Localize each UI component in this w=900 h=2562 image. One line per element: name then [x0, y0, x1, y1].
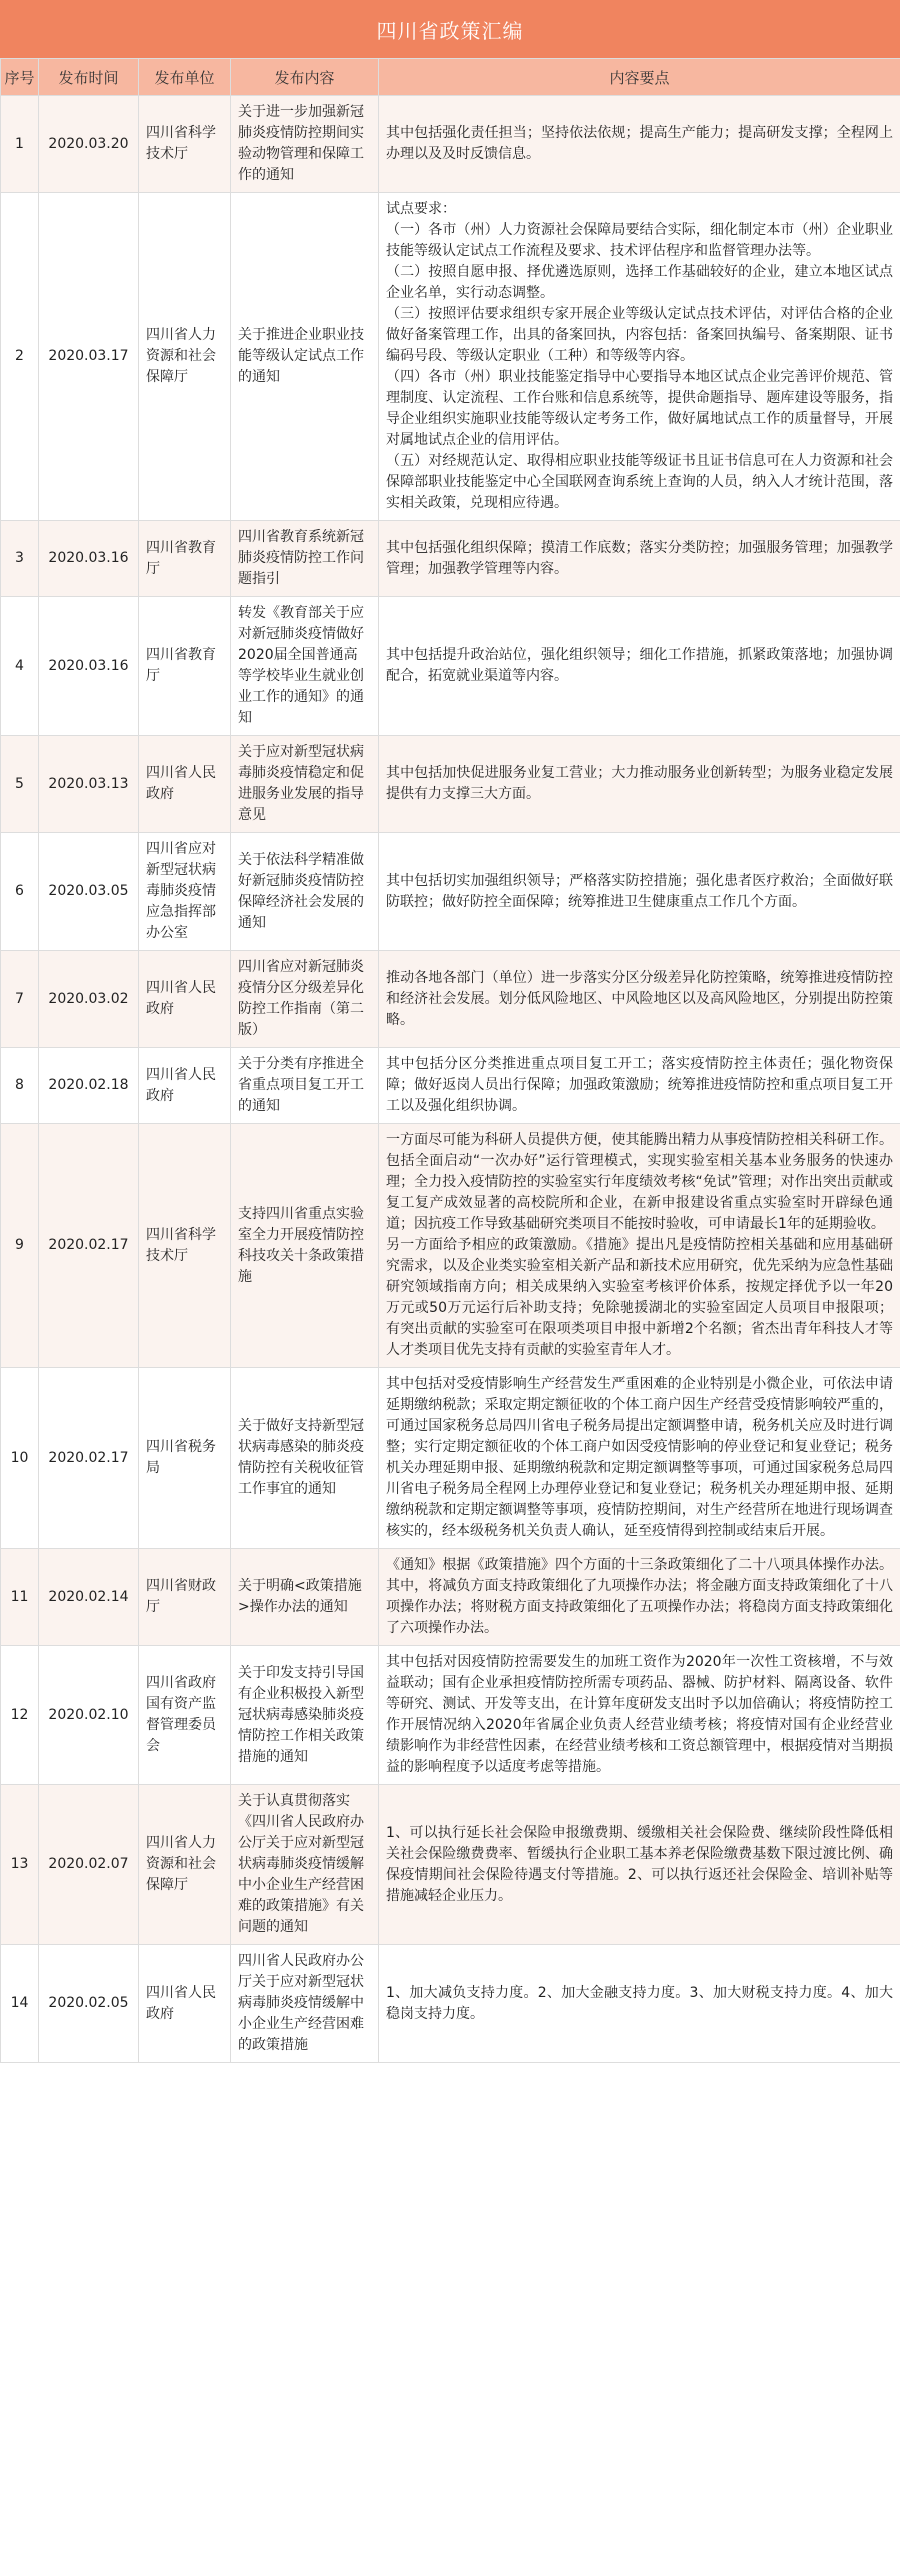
row-title: 关于认真贯彻落实《四川省人民政府办公厅关于应对新型冠状病毒肺炎疫情缓解中小企业生产经营困难的政策措施》有关问题的通知 [231, 1785, 379, 1945]
row-date: 2020.02.14 [39, 1549, 139, 1646]
row-title: 转发《教育部关于应对新冠肺炎疫情做好2020届全国普通高等学校毕业生就业创业工作的通知》的通知 [231, 597, 379, 736]
row-date: 2020.02.17 [39, 1368, 139, 1549]
row-number: 10 [1, 1368, 39, 1549]
row-date: 2020.02.05 [39, 1945, 139, 2063]
row-dept: 四川省人力资源和社会保障厅 [139, 193, 231, 521]
row-number: 13 [1, 1785, 39, 1945]
row-title: 支持四川省重点实验室全力开展疫情防控科技攻关十条政策措施 [231, 1124, 379, 1368]
row-title: 四川省应对新冠肺炎疫情分区分级差异化防控工作指南（第二版） [231, 951, 379, 1048]
table-row [1, 1368, 900, 1549]
table-row [1, 1048, 900, 1124]
row-dept: 四川省人民政府 [139, 1945, 231, 2063]
page-title: 四川省政策汇编 [0, 0, 900, 58]
row-title: 关于分类有序推进全省重点项目复工开工的通知 [231, 1048, 379, 1124]
table-row [1, 521, 900, 597]
row-content: 一方面尽可能为科研人员提供方便，使其能腾出精力从事疫情防控相关科研工作。包括全面启动“一次办好”运行管理模式，实现实验室相关基本业务服务的快速办理；全力投入疫情防控的实验室实行年度绩效考核“免试”管理；对作出突出贡献或复工复产成效显著的高校院所和企业，在新申报建设省重点实验室时开辟绿色通道；因抗疫工作导致基础研究类项目不能按时验收，可申请最长1年的延期验收。 另一方面给予相应的政策激励。《措施》提出凡是疫情防控相关基础和应用基础研究需求，以及企业类实验室相关新产品和新技术应用研究，优先采纳为应急性基础研究领域指南方向；相关成果纳入实验室考核评价体系，按规定择优予以一年20万元或50万元运行后补助支持；免除驰援湖北的实验室固定人员项目申报限项；有突出贡献的实验室可在限项类项目申报中新增2个名额；省杰出青年科技人才等人才类项目优先支持有贡献的实验室青年人才。 [379, 1124, 900, 1368]
row-title: 关于进一步加强新冠肺炎疫情防控期间实验动物管理和保障工作的通知 [231, 96, 379, 193]
row-title: 关于应对新型冠状病毒肺炎疫情稳定和促进服务业发展的指导意见 [231, 736, 379, 833]
row-dept: 四川省人民政府 [139, 951, 231, 1048]
row-date: 2020.03.16 [39, 521, 139, 597]
row-content: 其中包括切实加强组织领导；严格落实防控措施；强化患者医疗救治；全面做好联防联控；做好防控全面保障；统筹推进卫生健康重点工作几个方面。 [379, 833, 900, 951]
table-row [1, 1124, 900, 1368]
table-row [1, 736, 900, 833]
row-title: 关于推进企业职业技能等级认定试点工作的通知 [231, 193, 379, 521]
row-date: 2020.02.10 [39, 1646, 139, 1785]
row-number: 6 [1, 833, 39, 951]
row-number: 12 [1, 1646, 39, 1785]
row-number: 11 [1, 1549, 39, 1646]
row-date: 2020.02.18 [39, 1048, 139, 1124]
row-number: 7 [1, 951, 39, 1048]
row-dept: 四川省人民政府 [139, 736, 231, 833]
row-number: 1 [1, 96, 39, 193]
header-content: 内容要点 [379, 59, 900, 96]
row-number: 2 [1, 193, 39, 521]
table-row [1, 1549, 900, 1646]
header-name: 发布内容 [231, 59, 379, 96]
row-number: 4 [1, 597, 39, 736]
row-dept: 四川省科学技术厅 [139, 96, 231, 193]
header-date: 发布时间 [39, 59, 139, 96]
table-row [1, 96, 900, 193]
row-dept: 四川省政府国有资产监督管理委员会 [139, 1646, 231, 1785]
row-date: 2020.03.05 [39, 833, 139, 951]
table-row [1, 1785, 900, 1945]
row-content: 其中包括分区分类推进重点项目复工开工；落实疫情防控主体责任；强化物资保障；做好返岗人员出行保障；加强政策激励；统筹推进疫情防控和重点项目复工开工以及强化组织协调。 [379, 1048, 900, 1124]
row-number: 8 [1, 1048, 39, 1124]
table-row [1, 193, 900, 521]
table-row [1, 833, 900, 951]
row-content: 其中包括强化责任担当；坚持依法依规；提高生产能力；提高研发支撑；全程网上办理以及及时反馈信息。 [379, 96, 900, 193]
row-content: 其中包括提升政治站位，强化组织领导；细化工作措施，抓紧政策落地；加强协调配合，拓宽就业渠道等内容。 [379, 597, 900, 736]
row-dept: 四川省财政厅 [139, 1549, 231, 1646]
row-number: 9 [1, 1124, 39, 1368]
row-date: 2020.03.17 [39, 193, 139, 521]
row-title: 关于印发支持引导国有企业积极投入新型冠状病毒感染肺炎疫情防控工作相关政策措施的通知 [231, 1646, 379, 1785]
table-row [1, 597, 900, 736]
row-number: 14 [1, 1945, 39, 2063]
row-date: 2020.03.16 [39, 597, 139, 736]
row-dept: 四川省应对新型冠状病毒肺炎疫情应急指挥部办公室 [139, 833, 231, 951]
row-number: 3 [1, 521, 39, 597]
row-content: 其中包括对受疫情影响生产经营发生严重困难的企业特别是小微企业，可依法申请延期缴纳税款；采取定期定额征收的个体工商户因生产经营受疫情影响较严重的，可通过国家税务总局四川省电子税务局提出定额调整申请，税务机关应及时进行调整；实行定期定额征收的个体工商户如因受疫情影响的停业登记和复业登记；税务机关办理延期申报、延期缴纳税款和定期定额调整等事项，可通过国家税务总局四川省电子税务局全程网上办理停业登记和复业登记；税务机关办理延期申报、延期缴纳税款和定期定额调整等事项，疫情防控期间，对生产经营所在地进行现场调查核实的，经本级税务机关负责人确认，延至疫情得到控制或结束后开展。 [379, 1368, 900, 1549]
row-title: 关于做好支持新型冠状病毒感染的肺炎疫情防控有关税收征管工作事宜的通知 [231, 1368, 379, 1549]
row-dept: 四川省教育厅 [139, 597, 231, 736]
row-date: 2020.02.07 [39, 1785, 139, 1945]
row-title: 四川省教育系统新冠肺炎疫情防控工作问题指引 [231, 521, 379, 597]
row-content: 试点要求： （一）各市（州）人力资源社会保障局要结合实际，细化制定本市（州）企业职业技能等级认定试点工作流程及要求、技术评估程序和监督管理办法等。 （二）按照自愿申报、择优遴选原则，选择工作基础较好的企业，建立本地区试点企业名单，实行动态调整。 （三）按照评估要求组织专家开展企业等级认定试点技术评估，对评估合格的企业做好备案管理工作，出具的备案回执，内容包括：备案回执编号、备案期限、证书编码号段、等级认定职业（工种）和等级等内容。 （四）各市（州）职业技能鉴定指导中心要指导本地区试点企业完善评价规范、管理制度、认定流程、工作台账和信息系统等，提供命题指导、题库建设等服务，指导企业组织实施职业技能等级认定考务工作，做好属地试点工作的质量督导，开展对属地试点企业的信用评估。 （五）对经规范认定、取得相应职业技能等级证书且证书信息可在人力资源和社会保障部职业技能鉴定中心全国联网查询系统上查询的人员，纳入人才统计范围，落实相关政策，兑现相应待遇。 [379, 193, 900, 521]
row-date: 2020.03.13 [39, 736, 139, 833]
row-dept: 四川省科学技术厅 [139, 1124, 231, 1368]
header-no: 序号 [1, 59, 39, 96]
row-dept: 四川省教育厅 [139, 521, 231, 597]
row-title: 关于依法科学精准做好新冠肺炎疫情防控保障经济社会发展的通知 [231, 833, 379, 951]
row-title: 关于明确<政策措施>操作办法的通知 [231, 1549, 379, 1646]
row-number: 5 [1, 736, 39, 833]
row-dept: 四川省人力资源和社会保障厅 [139, 1785, 231, 1945]
row-date: 2020.03.02 [39, 951, 139, 1048]
row-content: 1、加大减负支持力度。2、加大金融支持力度。3、加大财税支持力度。4、加大稳岗支持力度。 [379, 1945, 900, 2063]
table-row [1, 1945, 900, 2063]
row-date: 2020.02.17 [39, 1124, 139, 1368]
row-dept: 四川省税务局 [139, 1368, 231, 1549]
table-row [1, 1646, 900, 1785]
header-dept: 发布单位 [139, 59, 231, 96]
row-title: 四川省人民政府办公厅关于应对新型冠状病毒肺炎疫情缓解中小企业生产经营困难的政策措施 [231, 1945, 379, 2063]
row-content: 推动各地各部门（单位）进一步落实分区分级差异化防控策略，统筹推进疫情防控和经济社会发展。划分低风险地区、中风险地区以及高风险地区，分别提出防控策略。 [379, 951, 900, 1048]
row-date: 2020.03.20 [39, 96, 139, 193]
row-content: 1、可以执行延长社会保险申报缴费期、缓缴相关社会保险费、继续阶段性降低相关社会保险缴费费率、暂缓执行企业职工基本养老保险缴费基数下限过渡比例、确保疫情期间社会保险待遇支付等措施。2、可以执行返还社会保险金、培训补贴等措施减轻企业压力。 [379, 1785, 900, 1945]
row-content: 其中包括对因疫情防控需要发生的加班工资作为2020年一次性工资核增，不与效益联动；国有企业承担疫情防控所需专项药品、器械、防护材料、隔离设备、软件等研究、测试、开发等支出，在计算年度研发支出时予以加倍确认；将疫情防控工作开展情况纳入2020年省属企业负责人经营业绩考核；将疫情对国有企业经营业绩影响作为非经营性因素，在经营业绩考核和工资总额管理中，根据疫情对当期损益的影响程度予以适度考虑等措施。 [379, 1646, 900, 1785]
row-content: 其中包括加快促进服务业复工营业；大力推动服务业创新转型；为服务业稳定发展提供有力支撑三大方面。 [379, 736, 900, 833]
table-row [1, 951, 900, 1048]
row-content: 其中包括强化组织保障；摸清工作底数；落实分类防控；加强服务管理；加强教学管理；加强教学管理等内容。 [379, 521, 900, 597]
table-header-row [1, 59, 900, 96]
policy-table [0, 58, 900, 2063]
row-dept: 四川省人民政府 [139, 1048, 231, 1124]
row-content: 《通知》根据《政策措施》四个方面的十三条政策细化了二十八项具体操作办法。其中，将减负方面支持政策细化了九项操作办法；将金融方面支持政策细化了十八项操作办法；将财税方面支持政策细化了五项操作办法；将稳岗方面支持政策细化了六项操作办法。 [379, 1549, 900, 1646]
